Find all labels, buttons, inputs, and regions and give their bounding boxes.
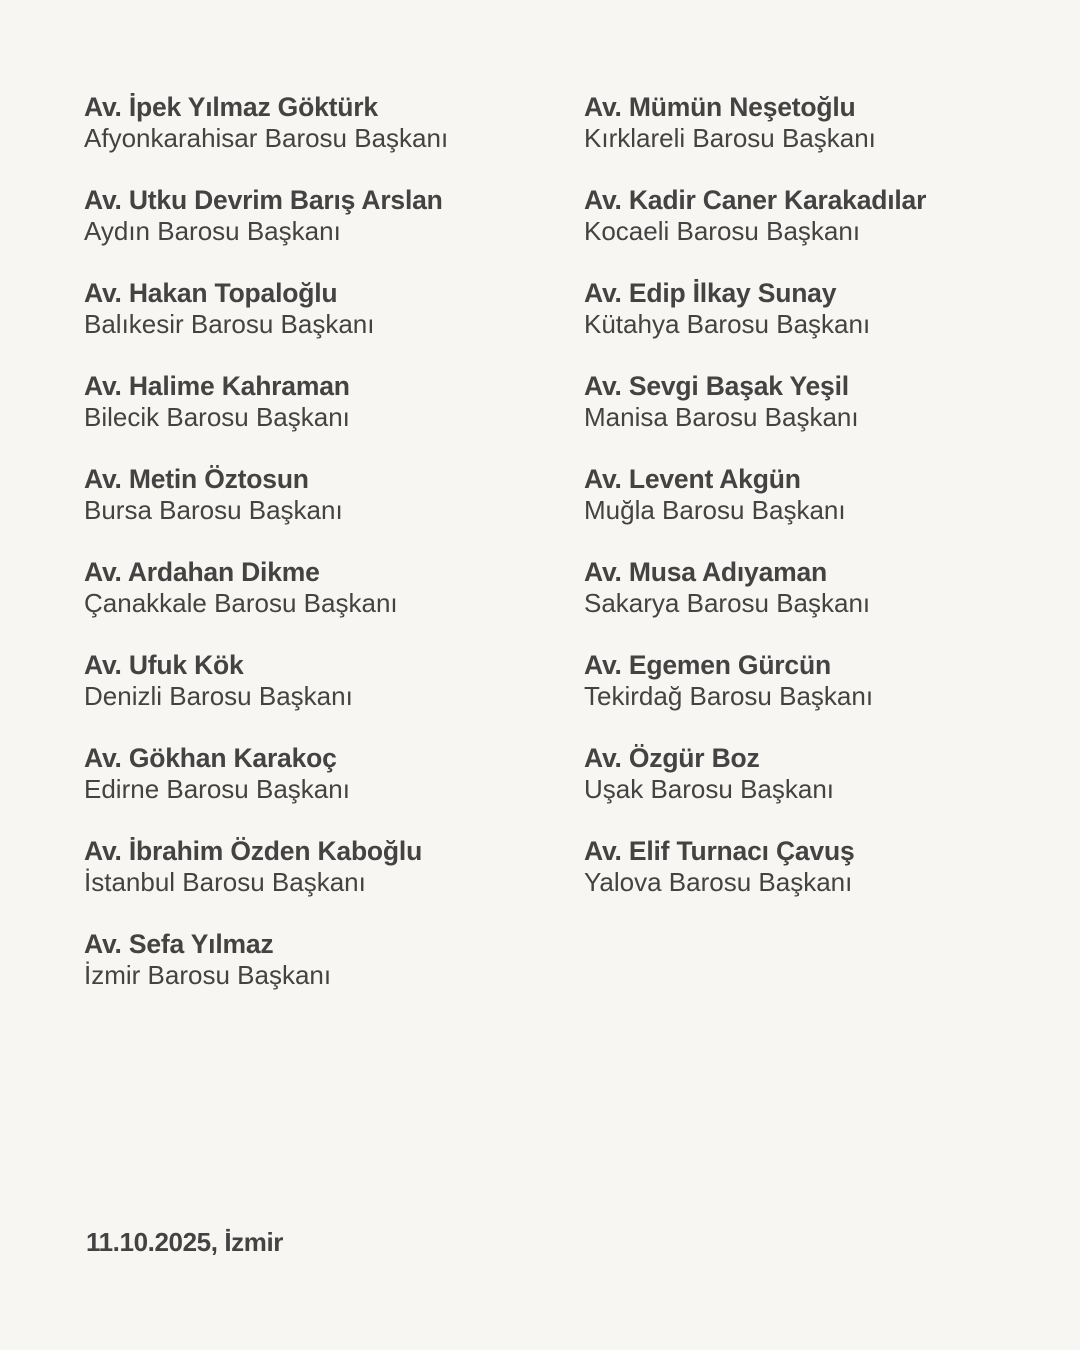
signatory-entry [84,649,448,742]
signatory-name: Av. Sefa Yılmaz [84,929,274,959]
signatories-left-column [84,91,448,1021]
signatory-title: Manisa Barosu Başkanı [584,402,859,432]
signatory-name: Av. Sevgi Başak Yeşil [584,371,849,401]
signatory-name: Av. Levent Akgün [584,464,801,494]
signatory-name: Av. Edip İlkay Sunay [584,278,837,308]
signatory-entry [84,91,448,184]
signatory-name: Av. Özgür Boz [584,743,760,773]
signatory-entry [584,649,926,742]
signatory-entry [84,556,448,649]
signatory-name: Av. Hakan Topaloğlu [84,278,338,308]
signatory-name: Av. Elif Turnacı Çavuş [584,836,855,866]
signatory-entry [84,928,448,1021]
signatory-entry [584,91,926,184]
signatory-entry [584,835,926,928]
signatory-title: Bilecik Barosu Başkanı [84,402,350,432]
signatory-title: Denizli Barosu Başkanı [84,681,353,711]
signatories-right-column [584,91,926,928]
signatory-entry [584,742,926,835]
signatory-title: Tekirdağ Barosu Başkanı [584,681,874,711]
signatory-title: Yalova Barosu Başkanı [584,867,853,897]
signatory-entry [584,277,926,370]
signatory-title: İzmir Barosu Başkanı [84,960,332,990]
signatory-name: Av. Utku Devrim Barış Arslan [84,185,443,215]
signatory-name: Av. Metin Öztosun [84,464,309,494]
signatory-name: Av. Ufuk Kök [84,650,244,680]
signatory-title: Kocaeli Barosu Başkanı [584,216,861,246]
signatory-entry [584,370,926,463]
signatory-name: Av. Halime Kahraman [84,371,350,401]
signatory-name: Av. Kadir Caner Karakadılar [584,185,927,215]
signatory-entry [84,463,448,556]
signatory-name: Av. Ardahan Dikme [84,557,320,587]
signatory-entry [84,277,448,370]
signatory-entry [84,370,448,463]
signatory-title: Uşak Barosu Başkanı [584,774,835,804]
signatory-title: Edirne Barosu Başkanı [84,774,350,804]
signatory-name: Av. Mümün Neşetoğlu [584,92,856,122]
signatory-entry [84,742,448,835]
signatory-title: Kırklareli Barosu Başkanı [584,123,876,153]
signatory-entry [84,184,448,277]
signatory-title: Bursa Barosu Başkanı [84,495,343,525]
signatory-entry [584,184,926,277]
signatory-entry [584,463,926,556]
signatory-title: Çanakkale Barosu Başkanı [84,588,398,618]
signatory-title: Kütahya Barosu Başkanı [584,309,871,339]
signatory-name: Av. Gökhan Karakoç [84,743,337,773]
signatory-title: Afyonkarahisar Barosu Başkanı [84,123,449,153]
signatory-name: Av. İpek Yılmaz Göktürk [84,92,378,122]
signatory-title: İstanbul Barosu Başkanı [84,867,366,897]
signatory-entry [584,556,926,649]
signatory-title: Muğla Barosu Başkanı [584,495,846,525]
signatory-title: Balıkesir Barosu Başkanı [84,309,375,339]
signatory-name: Av. Egemen Gürcün [584,650,831,680]
signatory-name: Av. Musa Adıyaman [584,557,828,587]
signatory-title: Sakarya Barosu Başkanı [584,588,871,618]
signatory-title: Aydın Barosu Başkanı [84,216,341,246]
date-place-footer: 11.10.2025, İzmir [86,1227,284,1257]
signatory-name: Av. İbrahim Özden Kaboğlu [84,836,423,866]
signatory-entry [84,835,448,928]
